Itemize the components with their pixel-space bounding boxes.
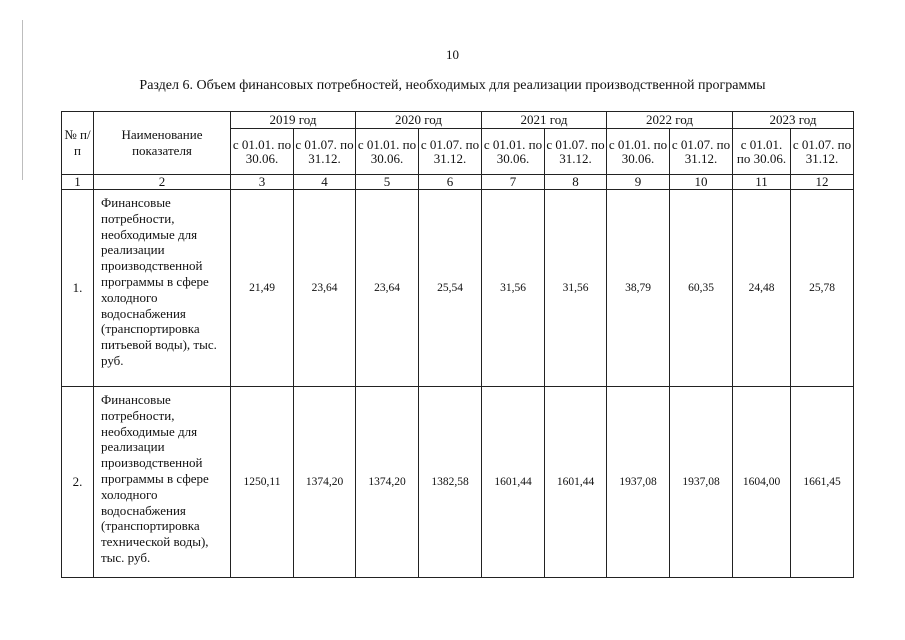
row-number: 2. xyxy=(62,387,94,578)
indicator-name: Финансовые потребности, необходимые для реализации производственной программы в сфере холодного водоснабжения (транспортировка питьевой воды), тыс. руб. xyxy=(94,190,231,387)
financial-needs-table xyxy=(61,111,854,578)
period-first-half: с 01.01. по 30.06. xyxy=(231,129,294,175)
header-name: Наименование показателя xyxy=(94,112,231,175)
table-row xyxy=(62,387,854,578)
column-number: 1 xyxy=(62,175,94,190)
column-number: 3 xyxy=(231,175,294,190)
period-second-half: с 01.07. по 31.12. xyxy=(670,129,733,175)
section-title: Раздел 6. Объем финансовых потребностей, необходимых для реализации производственной программы xyxy=(139,78,766,93)
column-number: 10 xyxy=(670,175,733,190)
value-cell: 24,48 xyxy=(733,190,791,387)
scan-edge-line xyxy=(22,20,23,180)
header-row-column-numbers xyxy=(62,175,854,190)
column-number: 4 xyxy=(294,175,356,190)
column-number: 11 xyxy=(733,175,791,190)
column-number: 2 xyxy=(94,175,231,190)
period-second-half: с 01.07. по 31.12. xyxy=(294,129,356,175)
value-cell: 1601,44 xyxy=(545,387,607,578)
column-number: 5 xyxy=(356,175,419,190)
value-cell: 25,54 xyxy=(419,190,482,387)
indicator-name: Финансовые потребности, необходимые для реализации производственной программы в сфере холодного водоснабжения (транспортировка технической воды), тыс. руб. xyxy=(94,387,231,578)
period-first-half: с 01.01. по 30.06. xyxy=(482,129,545,175)
value-cell: 1374,20 xyxy=(356,387,419,578)
value-cell: 23,64 xyxy=(356,190,419,387)
period-second-half: с 01.07. по 31.12. xyxy=(419,129,482,175)
period-first-half: с 01.01. по 30.06. xyxy=(607,129,670,175)
header-year-2019: 2019 год xyxy=(231,112,356,129)
value-cell: 31,56 xyxy=(545,190,607,387)
value-cell: 25,78 xyxy=(791,190,854,387)
page-number: 10 xyxy=(446,47,459,62)
header-year-2021: 2021 год xyxy=(482,112,607,129)
value-cell: 1604,00 xyxy=(733,387,791,578)
column-number: 8 xyxy=(545,175,607,190)
value-cell: 23,64 xyxy=(294,190,356,387)
column-number: 6 xyxy=(419,175,482,190)
header-no: № п/п xyxy=(62,112,94,175)
table-row xyxy=(62,190,854,387)
value-cell: 38,79 xyxy=(607,190,670,387)
column-number: 12 xyxy=(791,175,854,190)
header-year-2022: 2022 год xyxy=(607,112,733,129)
value-cell: 1601,44 xyxy=(482,387,545,578)
row-number: 1. xyxy=(62,190,94,387)
column-number: 9 xyxy=(607,175,670,190)
period-second-half: с 01.07. по 31.12. xyxy=(791,129,854,175)
value-cell: 1937,08 xyxy=(607,387,670,578)
header-year-2020: 2020 год xyxy=(356,112,482,129)
value-cell: 31,56 xyxy=(482,190,545,387)
period-first-half: с 01.01. по 30.06. xyxy=(733,129,791,175)
column-number: 7 xyxy=(482,175,545,190)
value-cell: 1382,58 xyxy=(419,387,482,578)
period-second-half: с 01.07. по 31.12. xyxy=(545,129,607,175)
value-cell: 21,49 xyxy=(231,190,294,387)
header-year-2023: 2023 год xyxy=(733,112,854,129)
header-row-years xyxy=(62,112,854,129)
value-cell: 1374,20 xyxy=(294,387,356,578)
value-cell: 60,35 xyxy=(670,190,733,387)
value-cell: 1661,45 xyxy=(791,387,854,578)
value-cell: 1937,08 xyxy=(670,387,733,578)
value-cell: 1250,11 xyxy=(231,387,294,578)
period-first-half: с 01.01. по 30.06. xyxy=(356,129,419,175)
